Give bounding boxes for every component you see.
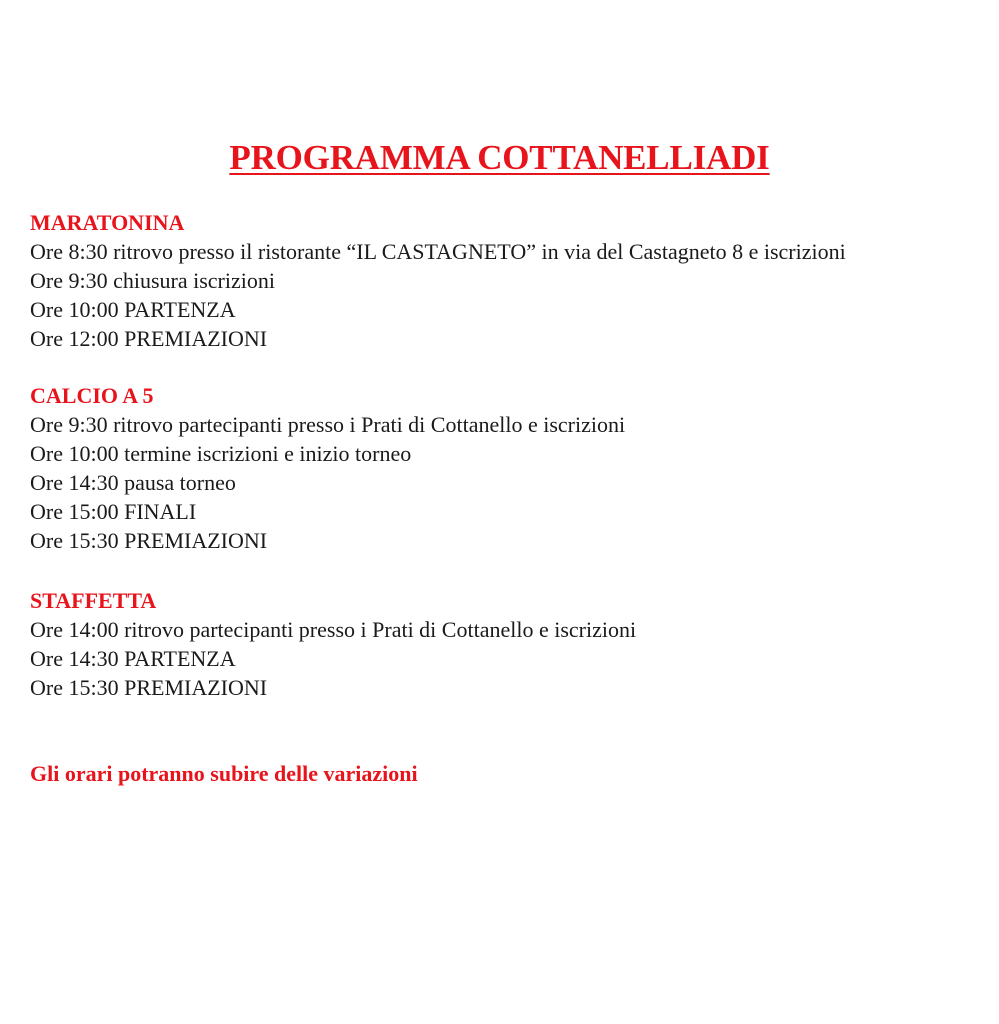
schedule-line: Ore 12:00 PREMIAZIONI [30,326,268,351]
section-calcio-a-5 [30,381,625,555]
schedule-line: Ore 14:30 PARTENZA [30,646,236,671]
schedule-line: Ore 15:30 PREMIAZIONI [30,528,268,553]
section-staffetta [30,586,636,702]
schedule-line: Ore 10:00 termine iscrizioni e inizio torneo [30,441,412,466]
schedule-line: Ore 14:30 pausa torneo [30,470,236,495]
schedule-line: Ore 14:00 ritrovo partecipanti presso i Prati di Cottanello e iscrizioni [30,617,637,642]
schedule-line: Ore 10:00 PARTENZA [30,297,236,322]
section-heading: STAFFETTA [30,588,157,613]
schedule-line: Ore 15:30 PREMIAZIONI [30,675,268,700]
schedule-line: Ore 9:30 chiusura iscrizioni [30,268,275,293]
section-heading: MARATONINA [30,210,185,235]
section-maratonina [30,208,846,353]
page-title: PROGRAMMA COTTANELLIADI [229,138,770,177]
footer-note: Gli orari potranno subire delle variazioni [30,761,418,786]
section-heading: CALCIO A 5 [30,383,154,408]
schedule-line: Ore 9:30 ritrovo partecipanti presso i Prati di Cottanello e iscrizioni [30,412,626,437]
schedule-line: Ore 15:00 FINALI [30,499,197,524]
schedule-line: Ore 8:30 ritrovo presso il ristorante “IL CASTAGNETO” in via del Castagneto 8 e iscrizioni [30,239,846,264]
